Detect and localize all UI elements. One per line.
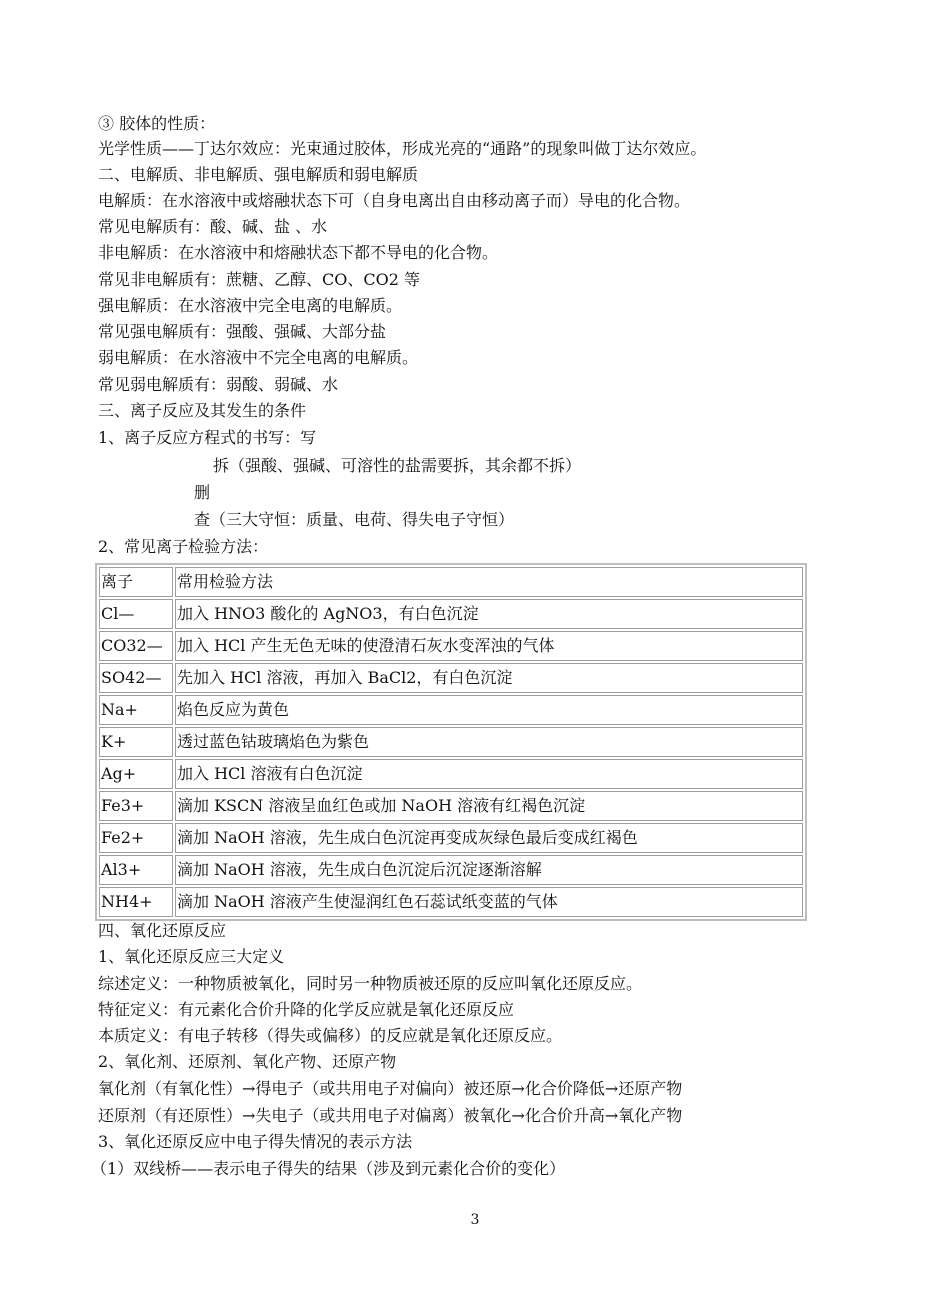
- text-line: 查（三大守恒：质量、电荷、得失电子守恒）: [194, 510, 515, 529]
- text-line: 1、离子反应方程式的书写：写: [98, 428, 317, 447]
- ion-test-table: [95, 563, 807, 921]
- ion-cell: CO32—: [99, 631, 173, 661]
- text-line: 特征定义：有元素化合价升降的化学反应就是氧化还原反应: [98, 1000, 515, 1019]
- text-line: 删: [194, 483, 211, 502]
- text-line: 氧化剂（有氧化性）→得电子（或共用电子对偏向）被还原→化合价降低→还原产物: [98, 1079, 683, 1098]
- table-row: [99, 599, 803, 629]
- ion-cell: NH4+: [99, 887, 173, 917]
- method-cell: 滴加 NaOH 溶液，先生成白色沉淀再变成灰绿色最后变成红褐色: [175, 823, 803, 853]
- ion-cell: Na+: [99, 695, 173, 725]
- text-line: 1、氧化还原反应三大定义: [98, 947, 285, 966]
- method-cell: 焰色反应为黄色: [175, 695, 803, 725]
- ion-cell: SO42—: [99, 663, 173, 693]
- ion-cell: Al3+: [99, 855, 173, 885]
- method-cell: 透过蓝色钴玻璃焰色为紫色: [175, 727, 803, 757]
- text-line: 四、氧化还原反应: [98, 921, 227, 940]
- text-line: 常见弱电解质有：弱酸、弱碱、水: [98, 375, 339, 394]
- ion-cell: Fe3+: [99, 791, 173, 821]
- text-line: 还原剂（有还原性）→失电子（或共用电子对偏离）被氧化→化合价升高→氧化产物: [98, 1106, 683, 1125]
- method-cell: 加入 HCl 产生无色无味的使澄清石灰水变浑浊的气体: [175, 631, 803, 661]
- method-cell: 先加入 HCl 溶液，再加入 BaCl2，有白色沉淀: [175, 663, 803, 693]
- text-line: 拆（强酸、强碱、可溶性的盐需要拆，其余都不拆）: [213, 456, 582, 475]
- ion-cell: Cl—: [99, 599, 173, 629]
- table-row: [99, 823, 803, 853]
- text-line: 三、离子反应及其发生的条件: [98, 401, 307, 420]
- text-line: 2、氧化剂、还原剂、氧化产物、还原产物: [98, 1052, 397, 1071]
- page-number: 3: [470, 1212, 480, 1228]
- text-line: 3、氧化还原反应中电子得失情况的表示方法: [98, 1132, 413, 1151]
- text-line: 本质定义：有电子转移（得失或偏移）的反应就是氧化还原反应。: [98, 1026, 563, 1045]
- header-method: 常用检验方法: [175, 567, 803, 597]
- text-line: 2、常见离子检验方法：: [98, 537, 269, 556]
- table-row: [99, 663, 803, 693]
- text-line: ③ 胶体的性质：: [98, 114, 216, 133]
- table-row: [99, 727, 803, 757]
- table-header-row: [99, 567, 803, 597]
- text-line: （1）双线桥——表示电子得失的结果（涉及到元素化合价的变化）: [91, 1159, 566, 1178]
- ion-cell: K+: [99, 727, 173, 757]
- header-ion: 离子: [99, 567, 173, 597]
- text-line: 常见强电解质有：强酸、强碱、大部分盐: [98, 322, 387, 341]
- ion-cell: Ag+: [99, 759, 173, 789]
- text-line: 电解质：在水溶液中或熔融状态下可（自身电离出自由移动离子而）导电的化合物。: [98, 191, 691, 210]
- table-row: [99, 791, 803, 821]
- text-line: 常见电解质有：酸、碱、盐 、水: [98, 217, 328, 236]
- text-line: 二、电解质、非电解质、强电解质和弱电解质: [98, 165, 419, 184]
- method-cell: 加入 HNO3 酸化的 AgNO3，有白色沉淀: [175, 599, 803, 629]
- table-row: [99, 887, 803, 917]
- text-line: 光学性质——丁达尔效应：光束通过胶体，形成光亮的“通路”的现象叫做丁达尔效应。: [98, 139, 707, 158]
- table-row: [99, 855, 803, 885]
- text-line: 弱电解质：在水溶液中不完全电离的电解质。: [98, 348, 419, 367]
- method-cell: 滴加 NaOH 溶液产生使湿润红色石蕊试纸变蓝的气体: [175, 887, 803, 917]
- text-line: 非电解质：在水溶液中和熔融状态下都不导电的化合物。: [98, 243, 499, 262]
- method-cell: 加入 HCl 溶液有白色沉淀: [175, 759, 803, 789]
- text-line: 强电解质：在水溶液中完全电离的电解质。: [98, 296, 403, 315]
- ion-cell: Fe2+: [99, 823, 173, 853]
- table-row: [99, 631, 803, 661]
- text-line: 常见非电解质有：蔗糖、乙醇、CO、CO2 等: [98, 270, 420, 289]
- table-row: [99, 759, 803, 789]
- method-cell: 滴加 KSCN 溶液呈血红色或加 NaOH 溶液有红褐色沉淀: [175, 791, 803, 821]
- table-row: [99, 695, 803, 725]
- text-line: 综述定义：一种物质被氧化，同时另一种物质被还原的反应叫氧化还原反应。: [98, 974, 643, 993]
- method-cell: 滴加 NaOH 溶液，先生成白色沉淀后沉淀逐渐溶解: [175, 855, 803, 885]
